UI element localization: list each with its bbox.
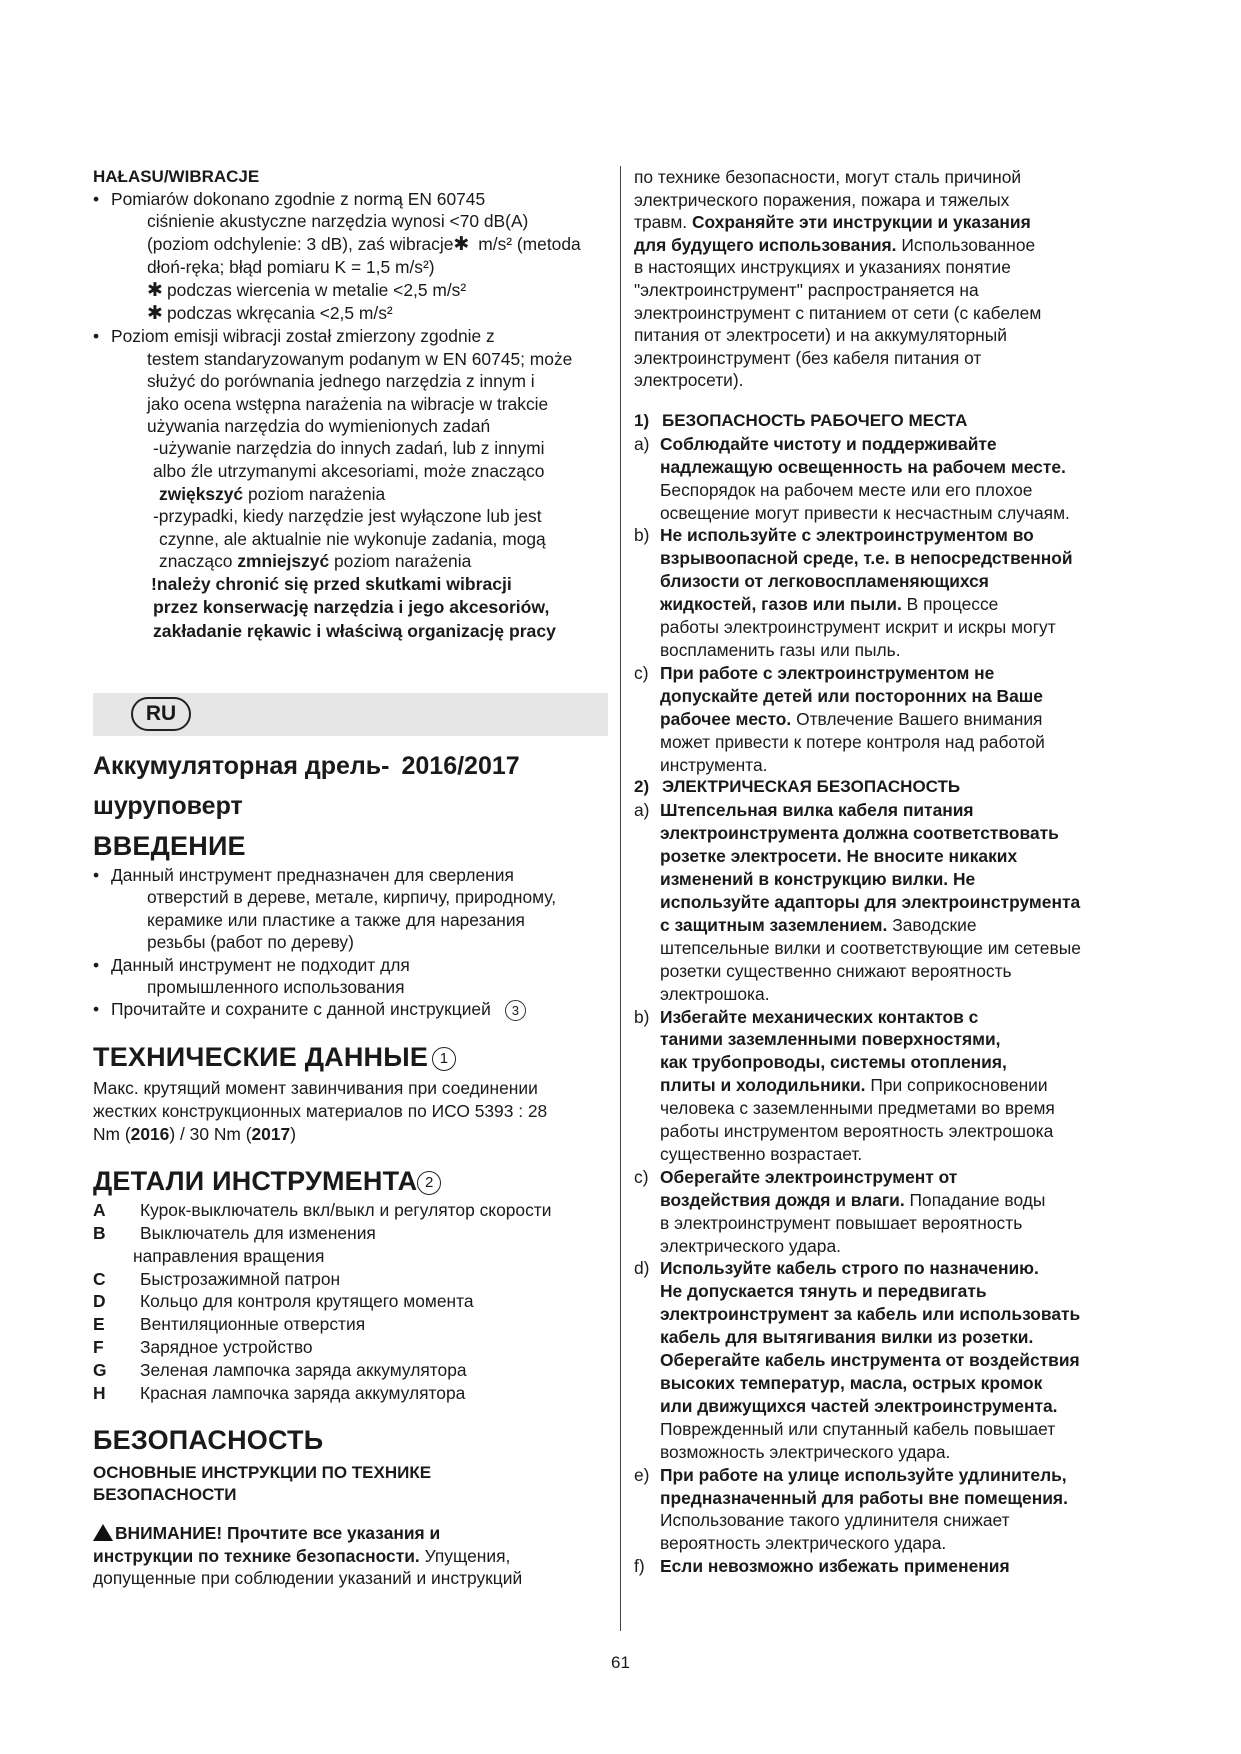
product-title-line2: шуруповерт xyxy=(93,792,243,820)
text-line: используйте адапторы для электроинструмента xyxy=(660,891,1081,912)
text-line: znacząco zmniejszyć poziom narażenia xyxy=(159,551,472,572)
part-item: B Выключатель для изменения xyxy=(93,1222,376,1243)
text-line: электроинструмент за кабель или использовать xyxy=(660,1304,1081,1325)
safety-item: d) Используйте кабель строго по назначению. Не допускается тянуть и передвигать электроинструмент за кабель или использовать кабель для вытягивания вилки из розетки. Оберегайте кабель инструмента от воздействия высоких температур, масла, острых кромок или движущихся частей электроинструмента. Поврежденный или спутанный кабель повышает возможность электрического удара. xyxy=(634,1257,1154,1463)
text-line: в настоящих инструкциях и указаниях понятие xyxy=(634,257,1011,278)
text-line: электроинструмента должна соответствовать xyxy=(660,823,1059,844)
part-item: E Вентиляционные отверстия xyxy=(93,1314,366,1335)
product-title: Аккумуляторная дрель- 2016/2017 xyxy=(93,752,520,780)
text-line: травм. Сохраняйте эти инструкции и указания xyxy=(634,212,1031,233)
text-line: таними заземленными поверхностями, xyxy=(660,1029,1001,1050)
text-line: электроинструмент с питанием от сети (с кабелем xyxy=(634,302,1042,323)
text-line: testem standaryzowanym podanym w EN 60745; może xyxy=(147,348,573,369)
text-line: жестких конструкционных материалов по ИСО 5393 : 28 xyxy=(93,1100,548,1121)
pl-star-line-1: ✱ podczas wiercenia w metalie <2,5 m/s² xyxy=(147,279,467,301)
warning-line: допущенные при соблюдении указаний и инструкций xyxy=(93,1568,523,1589)
language-bar xyxy=(93,693,608,736)
safety-subheading: ОСНОВНЫЕ ИНСТРУКЦИИ ПО ТЕХНИКЕ xyxy=(93,1463,432,1483)
product-models: 2016/2017 xyxy=(401,752,520,780)
safety-item: b) Не используйте с электроинструментом во взрывоопасной среде, т.е. в непосредственной близости от легковоспламеняющихся жидкостей, газов или пыли. В процессе работы электроинструмент искрит и искры могут воспламенить газы или пыль. xyxy=(634,524,1154,661)
text-line: по технике безопасности, могут сталь причиной xyxy=(634,167,1022,187)
page-number: 61 xyxy=(611,1653,630,1672)
text-line: używania narzędzia do wymienionych zadań xyxy=(147,416,491,437)
asterisk-icon: ✱ xyxy=(147,303,163,325)
text-line: albo źle utrzymanymi akcesoriami, może znacząco xyxy=(153,461,545,482)
text-line: -przypadki, kiedy narzędzie jest wyłączone lub jest xyxy=(153,506,542,527)
text-line: ciśnienie akustyczne narzędzia wynosi <70 dB(A) xyxy=(147,211,529,232)
section-1-heading: 1) БЕЗОПАСНОСТЬ РАБОЧЕГО МЕСТА xyxy=(634,410,968,430)
figure-ref-1: 1 xyxy=(432,1047,456,1071)
intro-bullet-2: • Данный инструмент не подходит для промышленного использования xyxy=(93,954,608,999)
text-line: -używanie narzędzia do innych zadań, lub z innymi xyxy=(153,438,545,459)
text-line: надлежащую освещенность на рабочем месте. xyxy=(660,456,1066,477)
asterisk-icon: ✱ xyxy=(147,279,163,301)
text-line: вероятность электрического удара. xyxy=(660,1533,947,1554)
text-line: электросети). xyxy=(634,370,744,391)
text-line: плиты и холодильники. При соприкосновении xyxy=(660,1075,1048,1096)
text-line: czynne, ale aktualnie nie wykonuje zadania, mogą xyxy=(159,528,546,549)
text-line: электроинструмент (без кабеля питания от xyxy=(634,347,982,368)
text-line: Если невозможно избежать применения xyxy=(660,1556,1010,1577)
figure-ref-3: 3 xyxy=(505,1000,526,1021)
text-line: жидкостей, газов или пыли. В процессе xyxy=(660,594,999,615)
text-line: изменений в конструкцию вилки. Не xyxy=(660,869,976,890)
text-line: służyć do porównania jednego narzędzia z innym i xyxy=(147,371,535,392)
text-line: отверстий в дереве, метале, кирпичу, природному, xyxy=(147,887,557,908)
safety-item: a) Соблюдайте чистоту и поддерживайте надлежащую освещенность на рабочем месте. Беспорядок на рабочем месте или его плохое освещение могут привести к несчастным случаям. xyxy=(634,433,1154,525)
text-line: Не допускается тянуть и передвигать xyxy=(660,1281,987,1302)
bullet-dot: • xyxy=(93,189,100,209)
text-line: высоких температур, масла, острых кромок xyxy=(660,1373,1043,1393)
part-item: A Курок-выключатель вкл/выкл и регулятор скорости xyxy=(93,1200,552,1221)
text-line: розетки существенно снижают вероятность xyxy=(660,960,1012,981)
text-line: (poziom odchylenie: 3 dB), zaś wibracje✱ m/s² (metoda xyxy=(147,233,581,255)
text-line: Штепсельная вилка кабеля питания xyxy=(660,800,974,821)
text-line: с защитным заземлением. Заводские xyxy=(660,914,977,935)
text-line: человека с заземленными предметами во время xyxy=(660,1098,1055,1119)
part-item: C Быстрозажимной патрон xyxy=(93,1268,341,1289)
section-2-heading: 2) ЭЛЕКТРИЧЕСКАЯ БЕЗОПАСНОСТЬ xyxy=(634,777,961,797)
section-2-list xyxy=(634,799,1154,1578)
text-line: розетке электросети. Не вносите никаких xyxy=(660,846,1018,867)
text-line: dłoń-ręka; błąd pomiaru K = 1,5 m/s²) xyxy=(147,257,435,278)
text-line: электрошока. xyxy=(660,983,770,1004)
text-line: Макс. крутящий момент завинчивания при соединении xyxy=(93,1078,538,1099)
safety-item: c) При работе с электроинструментом не допускайте детей или посторонних на Ваше рабочее место. Отвлечение Вашего внимания может привести к потере контроля над работой инструмента. xyxy=(634,662,1154,777)
asterisk-icon: ✱ xyxy=(453,233,470,255)
text-line: штепсельные вилки и соответствующие им сетевые xyxy=(660,937,1081,958)
warning-line: инструкции по технике безопасности. Упущения, xyxy=(93,1545,511,1566)
text-line: воспламенить газы или пыль. xyxy=(660,640,901,660)
text-line: Использование такого удлинителя снижает xyxy=(660,1510,1010,1531)
text-line: Не используйте с электроинструментом во xyxy=(660,525,1034,546)
intro-bullet-1: • Данный инструмент предназначен для сверления отверстий в дереве, метале, кирпичу, природному, керамике или пластике а также для нарезания резьбы (работ по дереву) xyxy=(93,864,608,954)
text-line: инструмента. xyxy=(660,754,768,775)
text-line: в электроинструмент повышает вероятность xyxy=(660,1212,1023,1233)
part-item: H Красная лампочка заряда аккумулятора xyxy=(93,1382,466,1403)
bullet-dot: • xyxy=(93,326,100,347)
text-line: Nm (2016) / 30 Nm (2017) xyxy=(93,1123,296,1144)
pl-warning-line: przez konserwację narzędzia i jego akcesoriów, xyxy=(153,597,550,618)
pl-noise-heading: HAŁASU/WIBRACJE xyxy=(93,167,260,186)
text-line: При работе на улице используйте удлинитель, xyxy=(660,1464,1067,1485)
text-line: воздействия дождя и влаги. Попадание воды xyxy=(660,1189,1046,1210)
text-line: "электроинструмент" распространяется на xyxy=(634,279,979,300)
safety-item: b) Избегайте механических контактов с таними заземленными поверхностями, как трубопроводы, системы отопления, плиты и холодильники. При соприкосновении человека с заземленными предметами во время работы инструментом вероятность электрошока существенно возрастает. xyxy=(634,1006,1154,1166)
safety-item: f) Если невозможно избежать применения xyxy=(634,1555,1154,1578)
text-line: предназначенный для работы вне помещения. xyxy=(660,1487,1068,1508)
text-line: существенно возрастает. xyxy=(660,1143,863,1164)
text-line: кабель для вытягивания вилки из розетки. xyxy=(660,1327,1034,1348)
part-item: D Кольцо для контроля крутящего момента xyxy=(93,1291,474,1312)
warning-line: ВНИМАНИЕ! Прочтите все указания и xyxy=(93,1522,608,1545)
text-line: может привести к потере контроля над работой xyxy=(660,731,1045,752)
section-1-list xyxy=(634,433,1154,777)
text-line: Оберегайте кабель инструмента от воздействия xyxy=(660,1350,1080,1371)
text-line: питания от электросети) и на аккумуляторный xyxy=(634,325,1007,346)
parts-list xyxy=(93,1199,608,1404)
text-line: работы электроинструмент искрит и искры могут xyxy=(660,617,1056,638)
text-line: электрического поражения, пожара и тяжелых xyxy=(634,189,1010,210)
text-line: Избегайте механических контактов с xyxy=(660,1006,979,1027)
tech-heading: ТЕХНИЧЕСКИЕ ДАННЫЕ 1 xyxy=(93,1039,608,1075)
text-line: возможность электрического удара. xyxy=(660,1441,951,1462)
language-badge: RU xyxy=(131,697,191,731)
text-line: керамике или пластике а также для нарезания xyxy=(147,909,525,930)
left-column-ru xyxy=(93,746,608,1590)
intro-heading: ВВЕДЕНИЕ xyxy=(93,831,246,861)
text-line: как трубопроводы, системы отопления, xyxy=(660,1052,1007,1073)
part-item: G Зеленая лампочка заряда аккумулятора xyxy=(93,1359,467,1380)
pl-star-line-2: ✱ podczas wkręcania <2,5 m/s² xyxy=(147,303,393,325)
column-divider xyxy=(620,166,621,1631)
safety-heading: БЕЗОПАСНОСТЬ xyxy=(93,1425,324,1456)
text-line: промышленного использования xyxy=(147,977,405,998)
parts-heading: ДЕТАЛИ ИНСТРУМЕНТА 2 xyxy=(93,1163,608,1199)
text-line: допускайте детей или посторонних на Ваше xyxy=(660,685,1043,706)
part-item: F Зарядное устройство xyxy=(93,1336,313,1357)
safety-item: c) Оберегайте электроинструмент от воздействия дождя и влаги. Попадание воды в электроинструмент повышает вероятность электрического удара. xyxy=(634,1166,1154,1258)
text-line: zwiększyć poziom narażenia xyxy=(159,483,386,504)
right-column xyxy=(634,166,1154,1578)
text-line: для будущего использования. Использованное xyxy=(634,234,1036,255)
text-line: Данный инструмент не подходит для xyxy=(111,954,410,975)
pl-bullet-1 xyxy=(93,188,608,325)
text-line: близости от легковоспламеняющихся xyxy=(660,571,989,592)
text-line: Соблюдайте чистоту и поддерживайте xyxy=(660,433,997,454)
text-line: освещение могут привести к несчастным случаям. xyxy=(660,502,1070,523)
text-line: Данный инструмент предназначен для сверления xyxy=(111,865,514,885)
pl-warning-line: !należy chronić się przed skutkami wibracji xyxy=(151,574,512,595)
text-line: Используйте кабель строго по назначению. xyxy=(660,1258,1039,1279)
text-line: Poziom emisji wibracji został zmierzony zgodnie z xyxy=(111,326,495,347)
text-line: jako ocena wstępna narażenia na wibracje w trakcie xyxy=(147,393,549,414)
text-line: Оберегайте электроинструмент от xyxy=(660,1166,958,1187)
part-item: направления вращения xyxy=(133,1245,325,1266)
left-column xyxy=(93,166,608,643)
text-line: Pomiarów dokonano zgodnie z normą EN 60745 xyxy=(111,189,486,209)
text-line: резьбы (работ по дереву) xyxy=(147,932,354,953)
intro-bullet-3: • Прочитайте и сохраните с данной инструкцией 3 xyxy=(93,998,608,1021)
text-line: работы инструментом вероятность электрошока xyxy=(660,1121,1054,1142)
pl-bullet-2 xyxy=(93,325,608,643)
text-line: или движущихся частей электроинструмента. xyxy=(660,1395,1058,1416)
safety-item: e) При работе на улице используйте удлинитель, предназначенный для работы вне помещения. Использование такого удлинителя снижает вероятность электрического удара. xyxy=(634,1464,1154,1556)
safety-item: a) Штепсельная вилка кабеля питания электроинструмента должна соответствовать розетке электросети. Не вносите никаких изменений в конструкцию вилки. Не используйте адапторы для электроинструмента с защитным заземлением. Заводские штепсельные вилки и соответствующие им сетевые розетки существенно снижают вероятность электрошока. xyxy=(634,799,1154,1005)
pl-warning-line: zakładanie rękawic i właściwą organizację pracy xyxy=(153,620,556,641)
text-line: электрического удара. xyxy=(660,1235,841,1256)
text-line: При работе с электроинструментом не xyxy=(660,662,995,683)
text-line: взрывоопасной среде, т.е. в непосредственной xyxy=(660,548,1073,569)
figure-ref-2: 2 xyxy=(417,1171,441,1195)
text-line: Поврежденный или спутанный кабель повышает xyxy=(660,1418,1056,1439)
warning-icon xyxy=(93,1524,113,1541)
text-line: рабочее место. Отвлечение Вашего внимания xyxy=(660,708,1043,729)
text-line: Беспорядок на рабочем месте или его плохое xyxy=(660,479,1033,500)
safety-subheading: БЕЗОПАСНОСТИ xyxy=(93,1485,237,1505)
